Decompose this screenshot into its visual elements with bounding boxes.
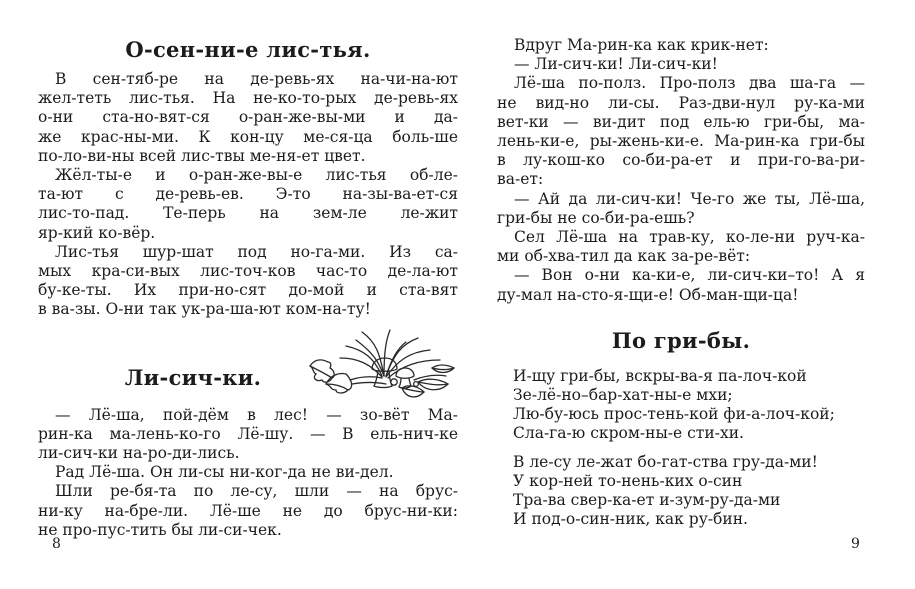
text-line: бу-ке-ты. Их при-но-сят до-мой и ста-вят [38, 281, 458, 300]
poem-stanza [513, 453, 865, 530]
text-line: И-щу гри-бы, вскры-ва-я па-лоч-кой [513, 366, 807, 385]
left-page [38, 36, 458, 540]
text-line: та-ют с де-ревь-ев. Э-то на-зы-ва-ет-ся [38, 185, 458, 204]
text-line: — Ли-сич-ки! Ли-сич-ки! [514, 55, 718, 74]
paragraph [38, 243, 458, 320]
text-line: рин-ка ма-лень-ко-го Лё-шу. — В ель-нич-ке [38, 424, 458, 443]
text-line: ми об-хва-тил да как за-ре-вёт: [497, 247, 751, 266]
text-line: ва-ет: [497, 170, 544, 189]
text-line: — Лё-ша, пой-дём в лес! — зо-вёт Ма- [55, 405, 458, 424]
text-line: не вид-но ли-сы. Раз-дви-нул ру-ка-ми [497, 93, 865, 112]
text-line: не про-пус-тить бы ли-си-чек. [38, 520, 282, 539]
text-line: Лё-ша по-полз. Про-полз два ша-га — [514, 74, 865, 93]
paragraph [38, 70, 458, 166]
story-title: По гри-бы. [611, 327, 751, 353]
text-line: в ва-зы. О-ни так ук-ра-ша-ют ком-на-ту! [38, 300, 371, 319]
text-line: о-ни ста-но-вят-ся о-ран-же-вы-ми и да- [38, 108, 458, 127]
paragraph [497, 36, 865, 55]
text-line: В ле-су ле-жат бо-гат-ства гру-да-ми! [513, 452, 818, 471]
paragraph [38, 166, 458, 243]
poem-stanza [513, 367, 865, 444]
text-line: В сен-тяб-ре на де-ревь-ях на-чи-на-ют [55, 70, 458, 88]
paragraph [497, 228, 865, 266]
text-line: Шли ре-бя-та по ле-су, шли — на брус- [55, 482, 458, 501]
text-line: в лу-кош-ко со-би-ра-ет и при-го-ва-ри- [497, 151, 865, 170]
text-line: Сла-га-ю скром-ны-е сти-хи. [513, 424, 744, 443]
text-line: Сел Лё-ша на трав-ку, ко-ле-ни руч-ка- [514, 228, 865, 247]
text-line: И под-о-син-ник, как ру-бин. [513, 510, 748, 529]
paragraph [497, 190, 865, 228]
text-line: Жёл-ты-е и о-ран-же-вы-е лис-тья об-ле- [55, 166, 458, 185]
text-line: Лю-бу-юсь прос-тень-кой фи-а-лоч-кой; [513, 405, 835, 424]
text-line: вет-ки — ви-дит под ель-ю гри-бы, ма- [497, 112, 865, 131]
text-line: — Вон о-ни ка-ки-е, ли-сич-ки–то! А я [514, 266, 865, 285]
text-line: Рад Лё-ша. Он ли-сы ни-ког-да не ви-дел. [55, 463, 394, 482]
page-number-right: 9 [851, 536, 860, 552]
text-line: по-ло-ви-ны всей лис-твы ме-ня-ет цвет. [38, 146, 366, 165]
text-line: лис-то-пад. Те-перь на зем-ле ле-жит [38, 204, 458, 223]
text-line: же крас-ны-ми. К кон-цу ме-ся-ца боль-ше [38, 127, 458, 146]
text-line: ли-сич-ки на-ро-ди-лись. [38, 444, 240, 463]
text-line: ду-мал на-сто-я-щи-е! Об-ман-щи-ца! [497, 285, 799, 304]
right-page [497, 36, 865, 529]
paragraph [497, 74, 865, 189]
text-line: У кор-ней то-нень-ких о-син [513, 471, 743, 490]
text-line: — Ай да ли-сич-ки! Че-го же ты, Лё-ша, [514, 189, 865, 208]
text-line: Зе-лё-но–бар-хат-ны-е мхи; [513, 386, 733, 405]
paragraph [38, 463, 458, 482]
paragraph [497, 55, 865, 74]
text-line: жел-теть лис-тья. На не-ко-то-рых де-ревь-ях [38, 89, 458, 108]
story-title: О-сен-ни-е лис-тья. [125, 37, 371, 62]
text-line: ни-ку на-бре-ли. Лё-ше не до брус-ни-ки: [38, 501, 458, 520]
paragraph [497, 266, 865, 304]
mushrooms-grass-illustration [306, 324, 464, 408]
text-line: гри-бы не со-би-ра-ешь? [497, 208, 695, 227]
text-line: Тра-ва свер-ка-ет и-зум-ру-да-ми [513, 491, 781, 510]
story-title: Ли-сич-ки. [124, 364, 262, 390]
paragraph [38, 482, 458, 540]
text-line: Лис-тья шур-шат под но-га-ми. Из са- [55, 242, 458, 261]
text-line: мых кра-си-вых лис-точ-ков час-то де-ла-ют [38, 262, 458, 281]
text-line: Вдруг Ма-рин-ка как крик-нет: [514, 36, 769, 54]
text-line: лень-ки-е, ры-жень-ки-е. Ма-рин-ка гри-бы [497, 132, 865, 151]
text-line: яр-кий ко-вёр. [38, 223, 156, 242]
page-number-left: 8 [52, 536, 61, 552]
story-title-with-illustration [38, 328, 458, 406]
paragraph [38, 406, 458, 464]
